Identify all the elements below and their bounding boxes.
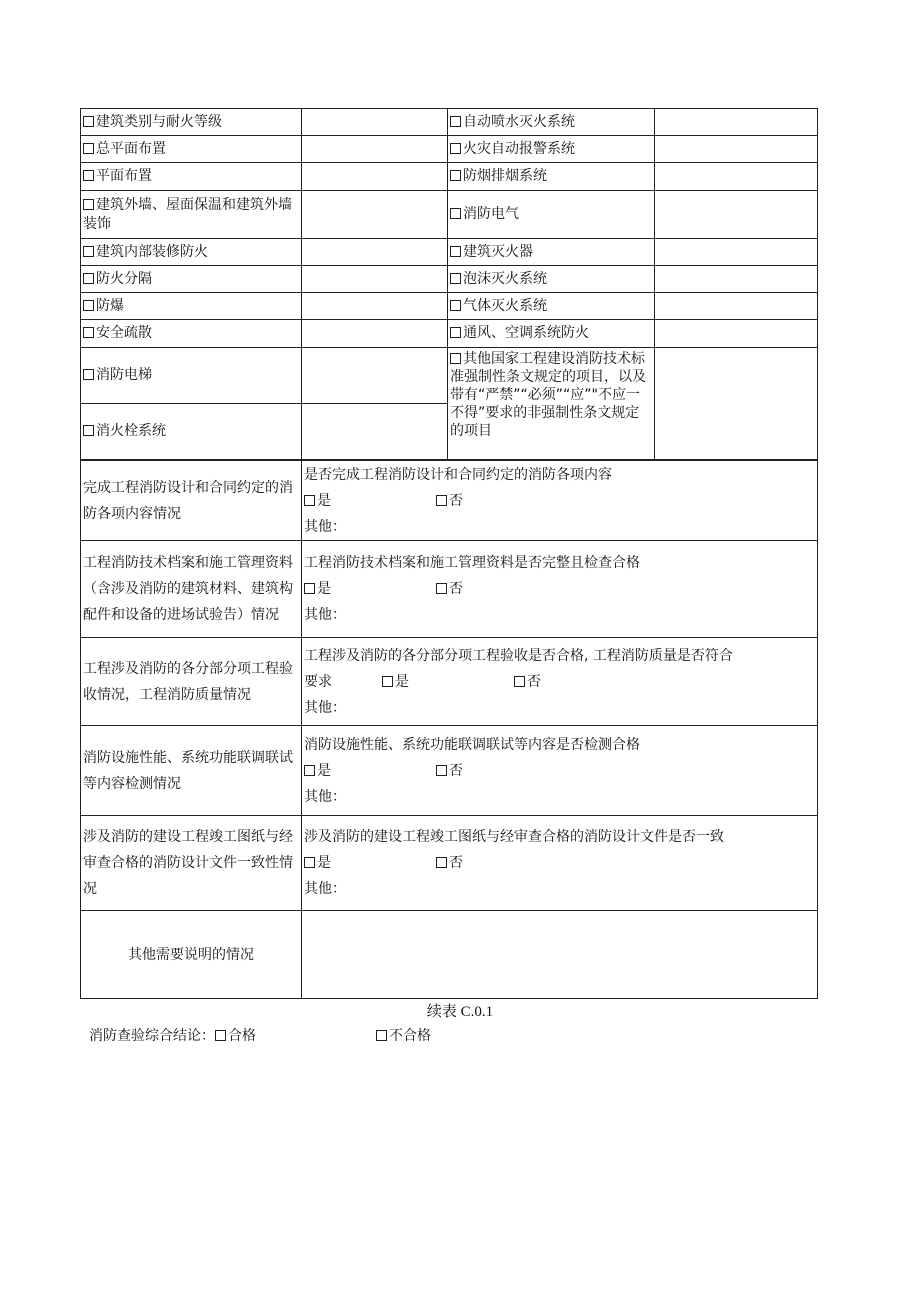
checklist-item[interactable]: 防火分隔 xyxy=(81,266,302,293)
result-cell[interactable] xyxy=(655,136,818,163)
checkbox-icon[interactable] xyxy=(83,143,94,154)
table-caption: 续表 C.0.1 xyxy=(426,1004,494,1020)
other-field[interactable]: 其他： xyxy=(304,607,346,623)
checklist-item[interactable]: 气体灭火系统 xyxy=(448,293,655,320)
conclusion-label: 消防查验综合结论： xyxy=(89,1028,215,1044)
table-row xyxy=(81,191,818,239)
checkbox-icon[interactable] xyxy=(83,170,94,181)
checkbox-icon[interactable] xyxy=(83,246,94,257)
other-notes-field[interactable] xyxy=(302,911,818,999)
checklist-item[interactable]: 总平面布置 xyxy=(81,136,302,163)
verification-table xyxy=(80,460,818,999)
checkbox-icon[interactable] xyxy=(450,327,461,338)
checkbox-icon[interactable] xyxy=(436,583,447,594)
checklist-item[interactable]: 防爆 xyxy=(81,293,302,320)
result-cell[interactable] xyxy=(655,109,818,136)
checklist-item[interactable]: 消防电梯 xyxy=(81,348,302,404)
table-row xyxy=(81,816,818,911)
table-row xyxy=(81,109,818,136)
no-option[interactable]: 否 xyxy=(436,488,463,514)
section-label: 工程消防技术档案和施工管理资料（含涉及消防的建筑材料、建筑构配件和设备的进场试验告）情况 xyxy=(81,541,302,638)
yes-option[interactable]: 是 xyxy=(304,576,331,602)
checkbox-icon[interactable] xyxy=(436,765,447,776)
checklist-item[interactable]: 泡沫灭火系统 xyxy=(448,266,655,293)
result-cell[interactable] xyxy=(655,348,818,460)
table-row xyxy=(81,239,818,266)
result-cell[interactable] xyxy=(302,266,448,293)
table-row xyxy=(81,911,818,999)
checkbox-icon[interactable] xyxy=(382,676,393,687)
checkbox-icon[interactable] xyxy=(436,857,447,868)
yes-option[interactable]: 是 xyxy=(304,758,331,784)
result-cell[interactable] xyxy=(302,239,448,266)
checklist-item[interactable]: 通风、空调系统防火 xyxy=(448,320,655,348)
other-field[interactable]: 其他： xyxy=(304,788,346,805)
result-cell[interactable] xyxy=(302,136,448,163)
checklist-item[interactable]: 安全疏散 xyxy=(81,320,302,348)
checklist-item[interactable]: 建筑类别与耐火等级 xyxy=(81,109,302,136)
checklist-item[interactable]: 建筑内部装修防火 xyxy=(81,239,302,266)
section-answer: 涉及消防的建设工程竣工图纸与经审查合格的消防设计文件是否一致 是 否 其他： xyxy=(302,816,818,911)
section-label: 工程涉及消防的各分部分项工程验收情况，工程消防质量情况 xyxy=(81,638,302,726)
checkbox-icon[interactable] xyxy=(450,353,461,364)
table-row xyxy=(81,163,818,191)
checkbox-icon[interactable] xyxy=(514,676,525,687)
section-label: 消防设施性能、系统功能联调联试等内容检测情况 xyxy=(81,726,302,816)
checkbox-icon[interactable] xyxy=(450,116,461,127)
checkbox-icon[interactable] xyxy=(450,246,461,257)
checkbox-icon[interactable] xyxy=(83,369,94,380)
result-cell[interactable] xyxy=(655,320,818,348)
other-notes-label: 其他需要说明的情况 xyxy=(81,911,302,999)
checklist-item[interactable]: 消火栓系统 xyxy=(81,404,302,460)
fail-option[interactable]: 不合格 xyxy=(376,1025,431,1045)
checklist-item[interactable]: 自动喷水灭火系统 xyxy=(448,109,655,136)
section-answer: 是否完成工程消防设计和合同约定的消防各项内容 是 否 其他： xyxy=(302,461,818,541)
no-option[interactable]: 否 xyxy=(514,669,541,695)
table-row xyxy=(81,293,818,320)
checkbox-icon[interactable] xyxy=(450,170,461,181)
result-cell[interactable] xyxy=(655,266,818,293)
checklist-item[interactable]: 消防电气 xyxy=(448,191,655,239)
checklist-item[interactable]: 建筑外墙、屋面保温和建筑外墙装饰 xyxy=(81,191,302,239)
pass-option[interactable]: 合格 xyxy=(215,1025,256,1045)
checkbox-icon[interactable] xyxy=(83,116,94,127)
checkbox-icon[interactable] xyxy=(304,495,315,506)
checkbox-icon[interactable] xyxy=(376,1030,387,1041)
checkbox-icon[interactable] xyxy=(215,1030,226,1041)
checkbox-icon[interactable] xyxy=(436,495,447,506)
result-cell[interactable] xyxy=(302,320,448,348)
result-cell[interactable] xyxy=(302,163,448,191)
table-row xyxy=(81,266,818,293)
result-cell[interactable] xyxy=(302,191,448,239)
result-cell[interactable] xyxy=(655,293,818,320)
checklist-item[interactable]: 其他国家工程建设消防技术标准强制性条文规定的项目，以及带有“严禁”“必须”“应”"不应一不得”要求的非强制性条文规定的项目 xyxy=(448,348,655,460)
section-label: 完成工程消防设计和合同约定的消防各项内容情况 xyxy=(81,461,302,541)
no-option[interactable]: 否 xyxy=(436,758,463,784)
checklist-item[interactable]: 平面布置 xyxy=(81,163,302,191)
result-cell[interactable] xyxy=(302,293,448,320)
section-answer: 工程消防技术档案和施工管理资料是否完整且检查合格 是 否 其他： xyxy=(302,541,818,638)
no-option[interactable]: 否 xyxy=(436,576,463,602)
table-row xyxy=(81,726,818,816)
checklist-item[interactable]: 防烟排烟系统 xyxy=(448,163,655,191)
table-row xyxy=(81,348,818,404)
table-row xyxy=(81,541,818,638)
checkbox-icon[interactable] xyxy=(304,583,315,594)
result-cell[interactable] xyxy=(302,109,448,136)
checkbox-icon[interactable] xyxy=(83,273,94,284)
checkbox-icon[interactable] xyxy=(83,300,94,311)
yes-option[interactable]: 是 xyxy=(382,669,409,695)
checklist-item[interactable]: 火灾自动报警系统 xyxy=(448,136,655,163)
table-row xyxy=(81,320,818,348)
result-cell[interactable] xyxy=(655,163,818,191)
table-row xyxy=(81,136,818,163)
yes-option[interactable]: 是 xyxy=(304,488,331,514)
overall-conclusion xyxy=(89,1025,431,1045)
other-field[interactable]: 其他： xyxy=(304,699,346,716)
section-label: 涉及消防的建设工程竣工图纸与经审查合格的消防设计文件一致性情况 xyxy=(81,816,302,911)
table-row xyxy=(81,638,818,726)
checkbox-icon[interactable] xyxy=(450,273,461,284)
no-option[interactable]: 否 xyxy=(436,850,463,876)
other-field[interactable]: 其他： xyxy=(304,518,346,535)
checklist-grid xyxy=(80,108,818,460)
result-cell[interactable] xyxy=(302,404,448,460)
checkbox-icon[interactable] xyxy=(83,425,94,436)
result-cell[interactable] xyxy=(655,191,818,239)
table-row xyxy=(81,461,818,541)
checkbox-icon[interactable] xyxy=(304,857,315,868)
result-cell[interactable] xyxy=(302,348,448,404)
section-answer: 工程涉及消防的各分部分项工程验收是否合格, 工程消防质量是否符合 要求 是 否 其他： xyxy=(302,638,818,726)
checkbox-icon[interactable] xyxy=(83,199,94,210)
other-field[interactable]: 其他： xyxy=(304,881,346,897)
checklist-item[interactable]: 建筑灭火器 xyxy=(448,239,655,266)
section-answer: 消防设施性能、系统功能联调联试等内容是否检测合格 是 否 其他： xyxy=(302,726,818,816)
checkbox-icon[interactable] xyxy=(83,327,94,338)
checkbox-icon[interactable] xyxy=(450,300,461,311)
checkbox-icon[interactable] xyxy=(450,143,461,154)
yes-option[interactable]: 是 xyxy=(304,850,331,876)
checkbox-icon[interactable] xyxy=(304,765,315,776)
result-cell[interactable] xyxy=(655,239,818,266)
checkbox-icon[interactable] xyxy=(450,208,461,219)
